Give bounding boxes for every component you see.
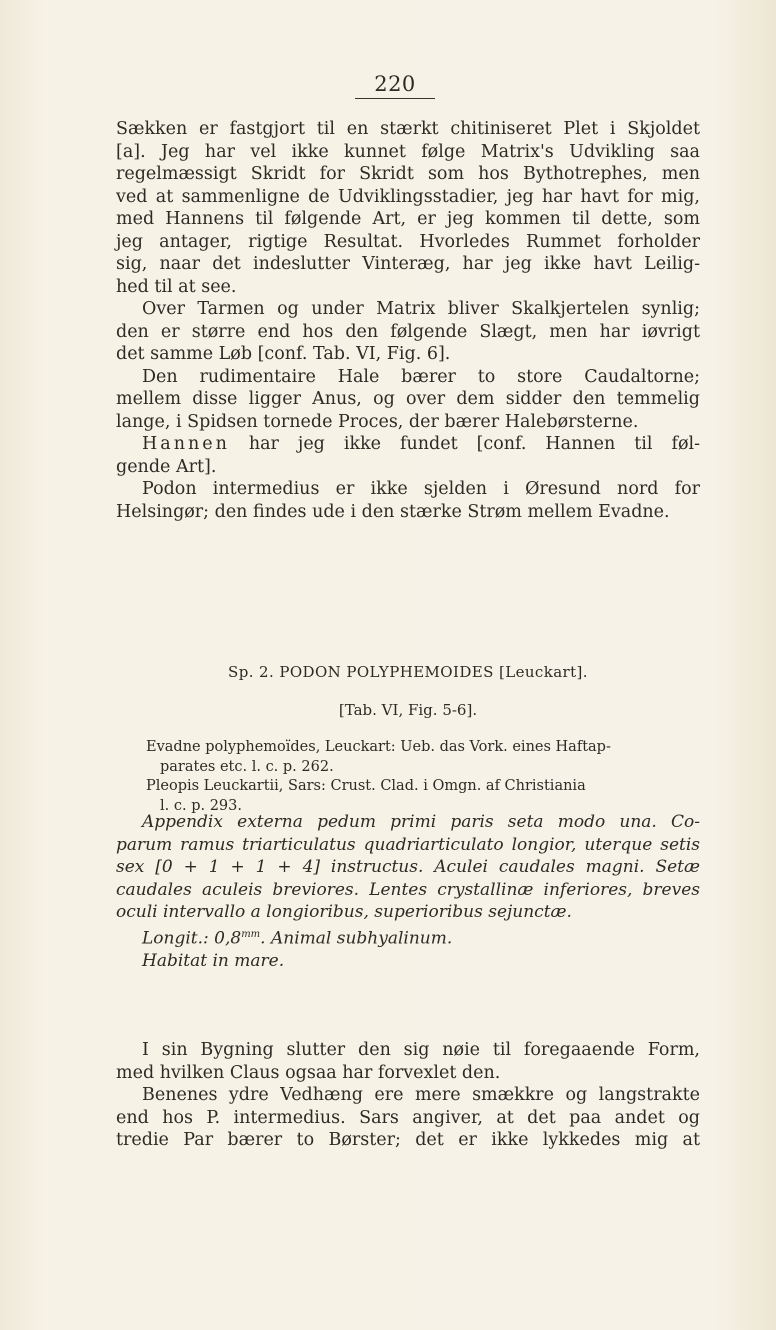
latin-diagnosis (116, 811, 700, 973)
text-line: lange, i Spidsen tornede Proces, der bærer Halebørsterne. (116, 411, 639, 432)
text-line: tredie Par bærer to Børster; det er ikke lykkedes mig at (116, 1130, 700, 1150)
text-line: med hvilken Claus ogsaa har forvexlet den. (116, 1062, 501, 1083)
text-line-spaced-lead: Hannen har jeg ikke fundet [conf. Hannen til føl- (142, 434, 700, 454)
length-label: Longit.: 0,8 (142, 928, 242, 949)
page-number: 220 (374, 72, 416, 96)
text-line: med Hannens til følgende Art, er jeg kommen til dette, som (116, 209, 700, 229)
text-line: Over Tarmen og under Matrix bliver Skalkjertelen synlig; (142, 299, 700, 319)
synonym-entry: Pleopis Leuckartii, Sars: Crust. Clad. i Omgn. af Christiania (146, 778, 586, 794)
latin-line: caudales aculeis breviores. Lentes crystallinæ inferiores, breves (116, 879, 700, 900)
synonym-entry-continued: parates etc. l. c. p. 262. (160, 758, 334, 775)
text-line: I sin Bygning slutter den sig nøie til foregaaende Form, (142, 1040, 700, 1060)
text-line: end hos P. intermedius. Sars angiver, at det paa andet og (116, 1107, 700, 1128)
text-line: den er større end hos den følgende Slægt, men har iøvrigt (116, 321, 700, 342)
latin-line: oculi intervallo a longioribus, superioribus sejunctæ. (116, 902, 572, 923)
text-line: Sækken er fastgjort til en stærkt chitiniseret Plet i Skjoldet (116, 119, 700, 139)
length-rest: . Animal subhyalinum. (260, 928, 453, 949)
synonym-entry: Evadne polyphemoïdes, Leuckart: Ueb. das Vork. eines Haftap- (146, 739, 611, 755)
text-line: ved at sammenligne de Udviklingsstadier, jeg har havt for mig, (116, 186, 700, 207)
text-line: sig, naar det indeslutter Vinteræg, har jeg ikke havt Leilig- (116, 254, 700, 274)
latin-line: parum ramus triarticulatus quadriarticulato longior, uterque setis (116, 834, 700, 855)
text-line: Den rudimentaire Hale bærer to store Caudaltorne; (142, 366, 700, 387)
text-line: jeg antager, rigtige Resultat. Hvorledes Rummet forholder (116, 231, 700, 252)
latin-line: sex [0 + 1 + 1 + 4] instructus. Aculei caudales magni. Setæ (116, 857, 700, 878)
text-line: det samme Løb [conf. Tab. VI, Fig. 6]. (116, 344, 451, 364)
text-line: mellem disse ligger Anus, og over dem sidder den temmelig (116, 389, 700, 409)
species-heading: Sp. 2. PODON POLYPHEMOIDES [Leuckart]. (228, 663, 588, 681)
text-line: gende Art]. (116, 456, 217, 477)
text-line: [a]. Jeg har vel ikke kunnet følge Matrix's Udvikling saa (116, 141, 700, 162)
text-line: regelmæssigt Skridt for Skridt som hos Bythotrephes, men (116, 164, 700, 184)
text-line: Podon intermedius er ikke sjelden i Øresund nord for (142, 479, 700, 499)
latin-line: Appendix externa pedum primi paris seta modo una. Co- (142, 812, 700, 832)
main-text (116, 118, 700, 523)
synonymy-list (146, 738, 702, 816)
closing-text (116, 1039, 700, 1152)
spaced-emphasis: Hannen (142, 434, 230, 454)
text-line: Benenes ydre Vedhæng ere mere smækkre og langstrakte (142, 1085, 700, 1105)
text-line: hed til at see. (116, 276, 237, 297)
habitat-line: Habitat in mare. (142, 951, 285, 972)
length-line (116, 924, 700, 950)
text-line: Helsingør; den findes ude i den stærke Strøm mellem Evadne. (116, 501, 670, 522)
page-number-rule (355, 98, 435, 99)
length-unit: mm (241, 928, 261, 940)
plate-reference: [Tab. VI, Fig. 5-6]. (338, 701, 478, 719)
synonym-entry-continued: l. c. p. 293. (160, 797, 242, 814)
